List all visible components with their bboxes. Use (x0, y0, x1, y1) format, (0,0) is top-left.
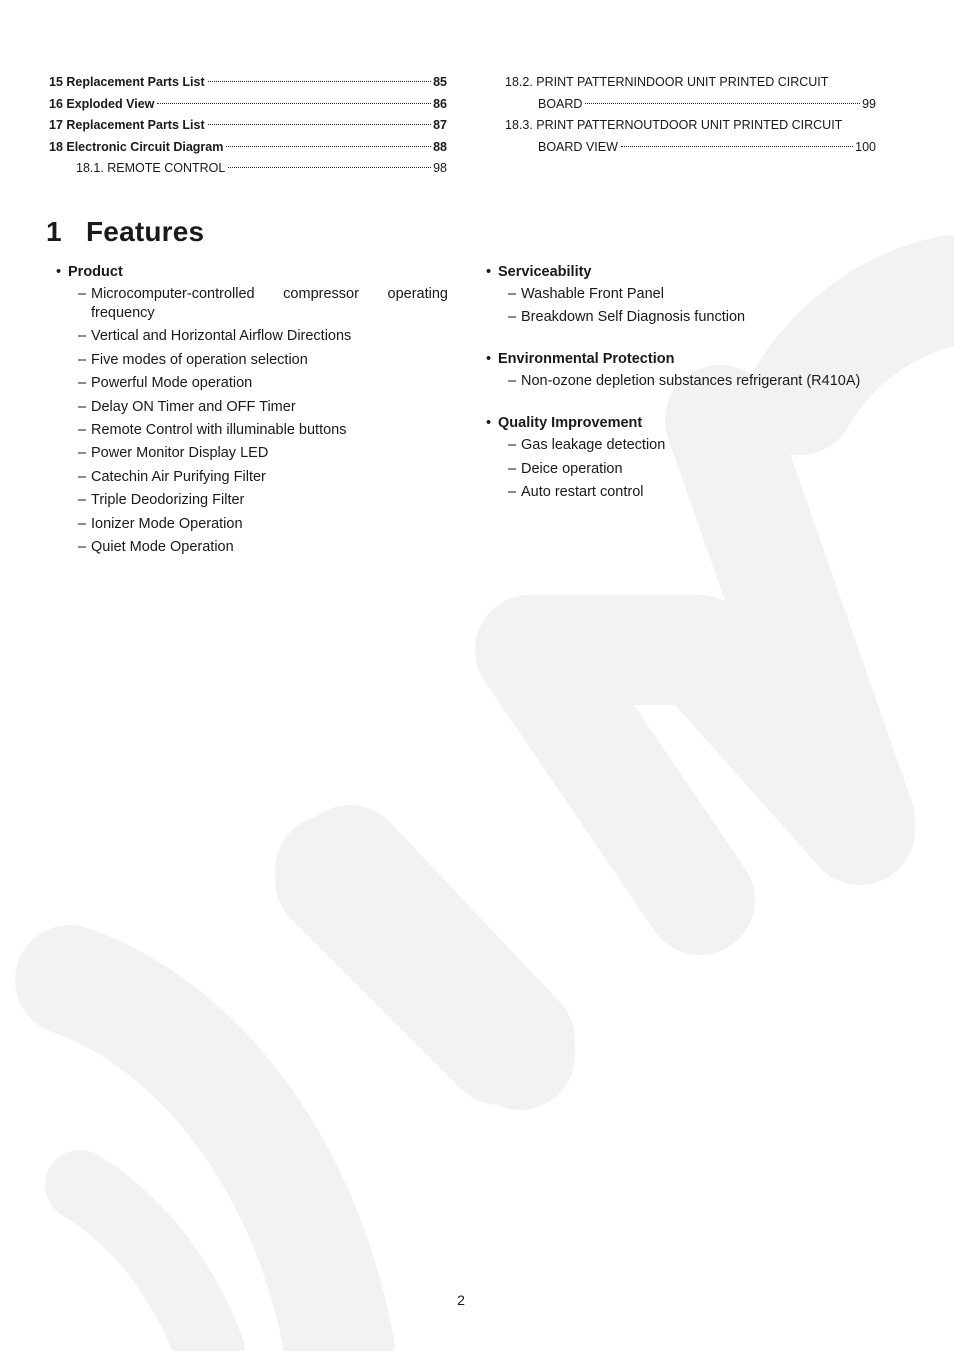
feature-item-text: Triple Deodorizing Filter (91, 492, 245, 509)
feature-item-text: Power Monitor Display LED (91, 445, 269, 462)
toc-entry[interactable] (49, 115, 447, 137)
feature-item (508, 285, 886, 304)
features-left-column (56, 262, 448, 579)
feature-item (78, 351, 448, 370)
dash-icon: – (508, 460, 517, 477)
toc-entry-title: 18 Electronic Circuit Diagram (49, 139, 224, 154)
feature-group-label: Serviceability (498, 264, 592, 280)
toc-entry-title: 18.2. PRINT PATTERNINDOOR UNIT PRINTED CIRCUIT (505, 75, 829, 89)
dash-icon: – (78, 492, 87, 509)
bullet-icon: • (56, 264, 62, 280)
dash-icon: – (78, 286, 87, 302)
feature-item (508, 372, 886, 391)
toc-left-column (49, 72, 447, 180)
toc-subentry[interactable] (49, 158, 447, 180)
toc-dot-leader (228, 167, 431, 168)
toc-entry-title: 18.3. PRINT PATTERNOUTDOOR UNIT PRINTED CIRCUIT (505, 118, 843, 133)
toc-dot-leader (226, 146, 431, 147)
feature-group-label: Environmental Protection (498, 351, 675, 368)
feature-item (78, 468, 448, 487)
feature-item-text: Non-ozone depletion substances refrigerant (R410A) (521, 373, 861, 390)
toc-entry-title-cont: BOARD VIEW (538, 139, 618, 154)
feature-group-environmental-protection (486, 349, 886, 391)
bullet-icon: • (486, 351, 492, 368)
feature-list (486, 372, 886, 391)
feature-item-text: Five modes of operation selection (91, 351, 308, 368)
section-number: 1 (46, 216, 62, 247)
feature-item-text: Auto restart control (521, 484, 644, 501)
toc-entry-continuation (505, 137, 876, 159)
dash-icon: – (508, 437, 517, 454)
section-title: Features (86, 216, 205, 247)
toc-entry-page: 86 (433, 96, 447, 111)
dash-icon: – (78, 421, 87, 438)
feature-group-title (486, 413, 886, 436)
feature-item-text: Gas leakage detection (521, 437, 666, 454)
toc-entry-page: 88 (433, 139, 447, 154)
feature-item-text: Deice operation (521, 460, 623, 477)
dash-icon: – (78, 538, 87, 555)
feature-item (78, 491, 448, 510)
feature-item-text: Ionizer Mode Operation (91, 515, 243, 532)
feature-item (78, 515, 448, 534)
section-heading (46, 216, 204, 248)
toc-entry-title: 16 Exploded View (49, 96, 155, 111)
toc-entry-title: 18.1. REMOTE CONTROL (76, 161, 226, 176)
feature-group-product (56, 262, 448, 557)
toc-entry-page: 100 (855, 139, 876, 154)
dash-icon: – (78, 515, 87, 532)
dash-icon: – (78, 351, 87, 368)
toc-dot-leader (208, 124, 431, 125)
toc-entry-continuation (505, 94, 876, 116)
toc-right-column (505, 72, 876, 158)
toc-entry-title-cont: BOARD (538, 96, 583, 111)
toc-entry-page: 99 (862, 96, 876, 111)
feature-group-label: Product (68, 264, 123, 280)
feature-list (486, 436, 886, 502)
dash-icon: – (78, 328, 87, 345)
feature-list (486, 285, 886, 327)
feature-item (508, 308, 886, 327)
dash-icon: – (508, 309, 517, 326)
toc-dot-leader (585, 103, 860, 104)
toc-entry-page: 85 (433, 75, 447, 89)
feature-list (56, 285, 448, 557)
toc-subentry[interactable] (505, 115, 876, 158)
bullet-icon: • (486, 264, 492, 280)
feature-item (78, 327, 448, 346)
toc-dot-leader (208, 81, 431, 82)
bullet-icon: • (486, 415, 492, 432)
dash-icon: – (78, 445, 87, 462)
toc-entry[interactable] (49, 72, 447, 94)
toc-entry-page: 98 (433, 161, 447, 176)
toc-entry-title: 17 Replacement Parts List (49, 118, 205, 133)
feature-item-text: Delay ON Timer and OFF Timer (91, 398, 296, 415)
dash-icon: – (508, 286, 517, 302)
feature-item (508, 460, 886, 479)
toc-entry-title: 15 Replacement Parts List (49, 75, 205, 89)
feature-group-title (486, 349, 886, 372)
feature-item (78, 421, 448, 440)
feature-item-text: Quiet Mode Operation (91, 538, 234, 555)
feature-group-serviceability (486, 262, 886, 327)
feature-item (78, 398, 448, 417)
dash-icon: – (78, 375, 87, 392)
feature-group-label: Quality Improvement (498, 415, 643, 432)
feature-item-text: Catechin Air Purifying Filter (91, 468, 266, 485)
dash-icon: – (508, 484, 517, 501)
feature-item-text: Remote Control with illuminable buttons (91, 421, 347, 438)
feature-item-text: Vertical and Horizontal Airflow Directions (91, 328, 352, 345)
page-number: 2 (457, 1292, 465, 1308)
feature-item-text: Powerful Mode operation (91, 375, 253, 392)
feature-item-text: Breakdown Self Diagnosis function (521, 309, 746, 326)
toc-entry[interactable] (49, 137, 447, 159)
toc-dot-leader (157, 103, 431, 104)
feature-item (78, 285, 448, 323)
dash-icon: – (78, 468, 87, 485)
toc-entry-page: 87 (433, 118, 447, 133)
toc-subentry[interactable] (505, 72, 876, 115)
dash-icon: – (508, 373, 517, 390)
feature-group-title (486, 262, 886, 285)
feature-group-title (56, 262, 448, 285)
feature-item-text: Washable Front Panel (521, 286, 664, 302)
dash-icon: – (78, 398, 87, 415)
toc-entry[interactable] (49, 94, 447, 116)
feature-item-text: Microcomputer-controlled compressor operating frequency (91, 286, 448, 321)
feature-item (78, 444, 448, 463)
feature-item (508, 483, 886, 502)
toc-dot-leader (621, 146, 853, 147)
feature-group-quality-improvement (486, 413, 886, 502)
feature-item (508, 436, 886, 455)
features-right-column (486, 262, 886, 524)
feature-item (78, 538, 448, 557)
feature-item (78, 374, 448, 393)
